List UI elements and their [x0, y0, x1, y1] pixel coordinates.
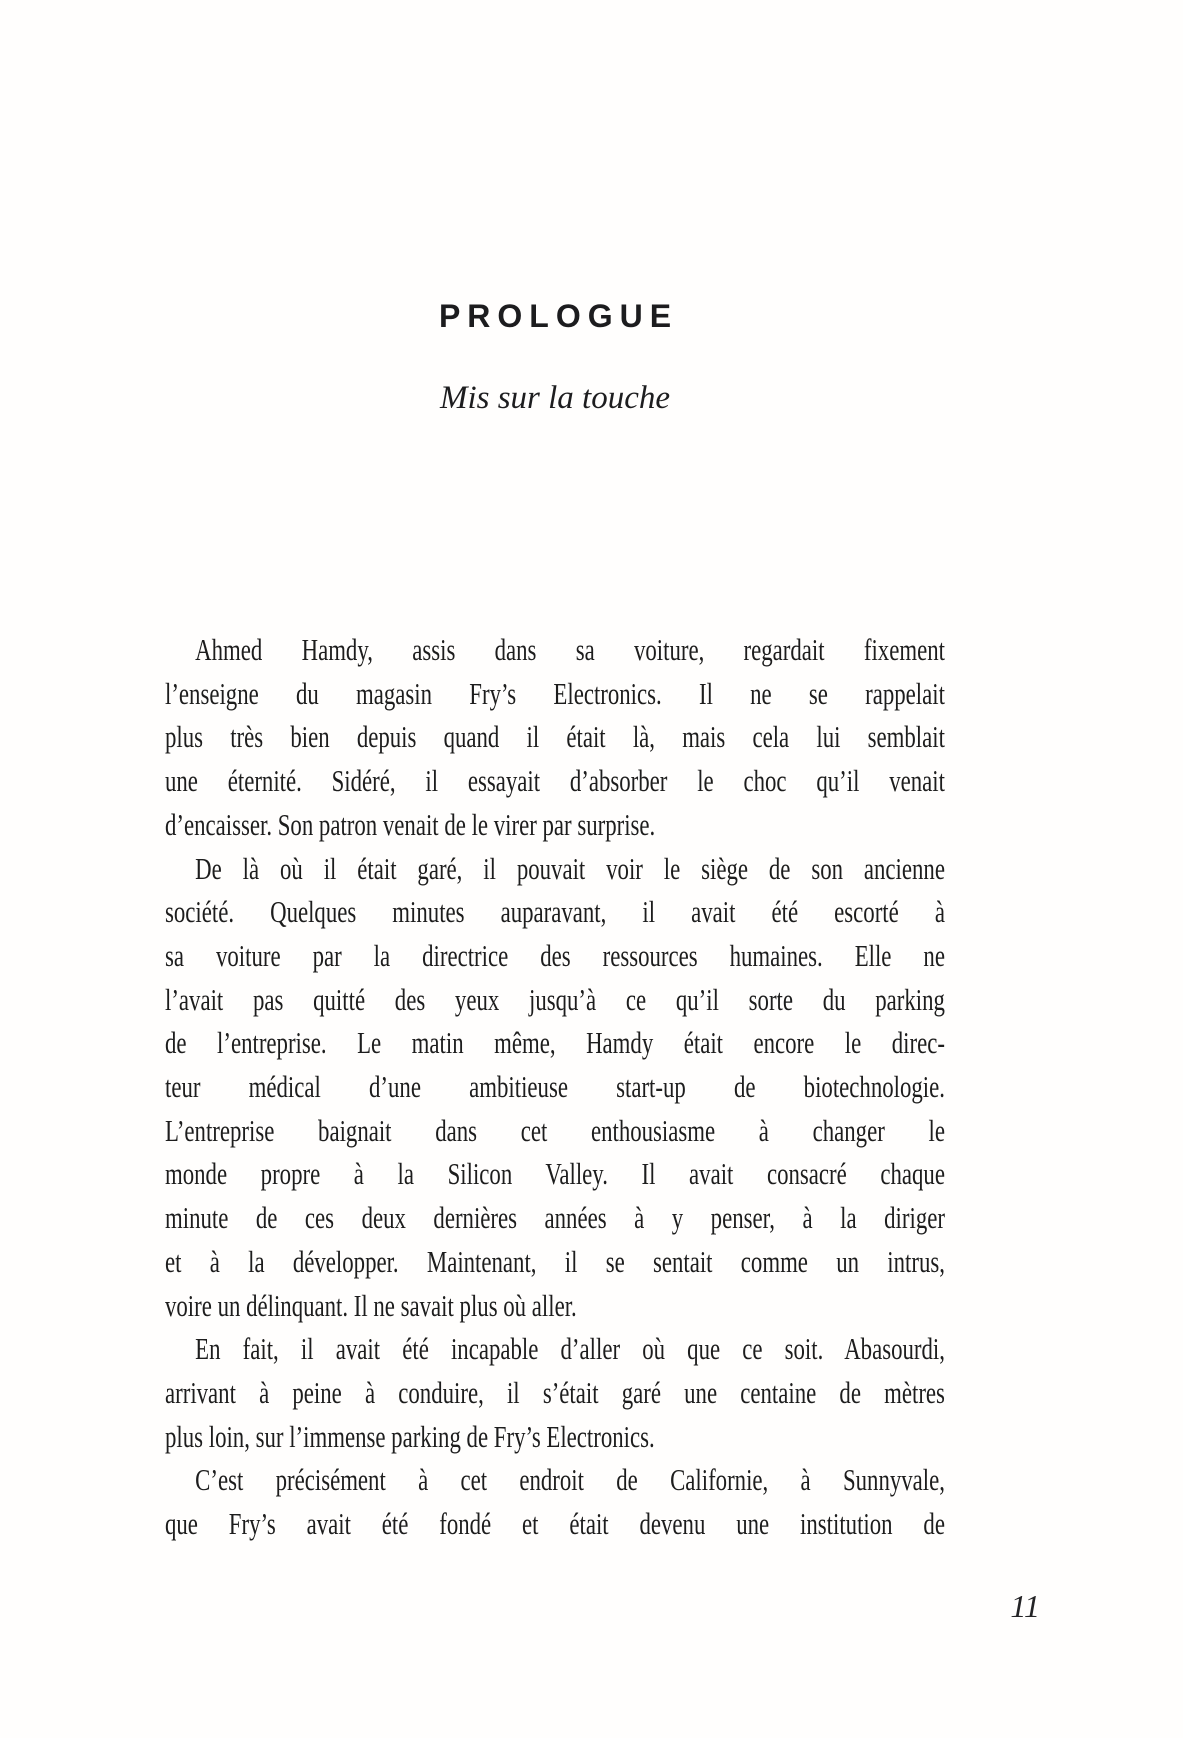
text-line: l’avait pas quitté des yeux jusqu’à ce qu’il sorte du parking — [165, 981, 945, 1017]
text-line: arrivant à peine à conduire, il s’était garé une centaine de mètres — [165, 1374, 945, 1410]
body-text — [165, 628, 945, 1546]
text-line: une éternité. Sidéré, il essayait d’absorber le choc qu’il venait — [165, 763, 945, 799]
text-line: En fait, il avait été incapable d’aller où que ce soit. Abasourdi, — [195, 1331, 945, 1367]
text-line: plus loin, sur l’immense parking de Fry’s Electronics. — [165, 1418, 655, 1454]
text-line: société. Quelques minutes auparavant, il avait été escorté à — [165, 894, 945, 930]
page-number: 11 — [1010, 1588, 1040, 1624]
text-line: Ahmed Hamdy, assis dans sa voiture, regardait fixement — [195, 632, 945, 667]
text-line: d’encaisser. Son patron venait de le virer par surprise. — [165, 806, 656, 842]
text-line: De là où il était garé, il pouvait voir le siège de son ancienne — [195, 850, 945, 886]
text-line: monde propre à la Silicon Valley. Il avait consacré chaque — [165, 1156, 945, 1192]
text-line: et à la développer. Maintenant, il se sentait comme un intrus, — [165, 1243, 945, 1279]
text-line: plus très bien depuis quand il était là, mais cela lui semblait — [165, 719, 945, 755]
text-line: voire un délinquant. Il ne savait plus où aller. — [165, 1287, 577, 1323]
chapter-title: PROLOGUE — [438, 298, 679, 334]
text-line: que Fry’s avait été fondé et était devenu une institution de — [165, 1506, 945, 1542]
text-line: teur médical d’une ambitieuse start-up de biotechnologie. — [165, 1069, 945, 1105]
chapter-subtitle: Mis sur la touche — [439, 380, 671, 416]
text-line: sa voiture par la directrice des ressources humaines. Elle ne — [165, 937, 945, 973]
text-line: C’est précisément à cet endroit de Californie, à Sunnyvale, — [195, 1462, 945, 1498]
text-line: minute de ces deux dernières années à y penser, à la diriger — [165, 1200, 945, 1236]
text-line: l’enseigne du magasin Fry’s Electronics. Il ne se rappelait — [165, 675, 945, 711]
text-line: de l’entreprise. Le matin même, Hamdy était encore le direc- — [165, 1025, 945, 1061]
text-line: L’entreprise baignait dans cet enthousiasme à changer le — [165, 1112, 945, 1148]
